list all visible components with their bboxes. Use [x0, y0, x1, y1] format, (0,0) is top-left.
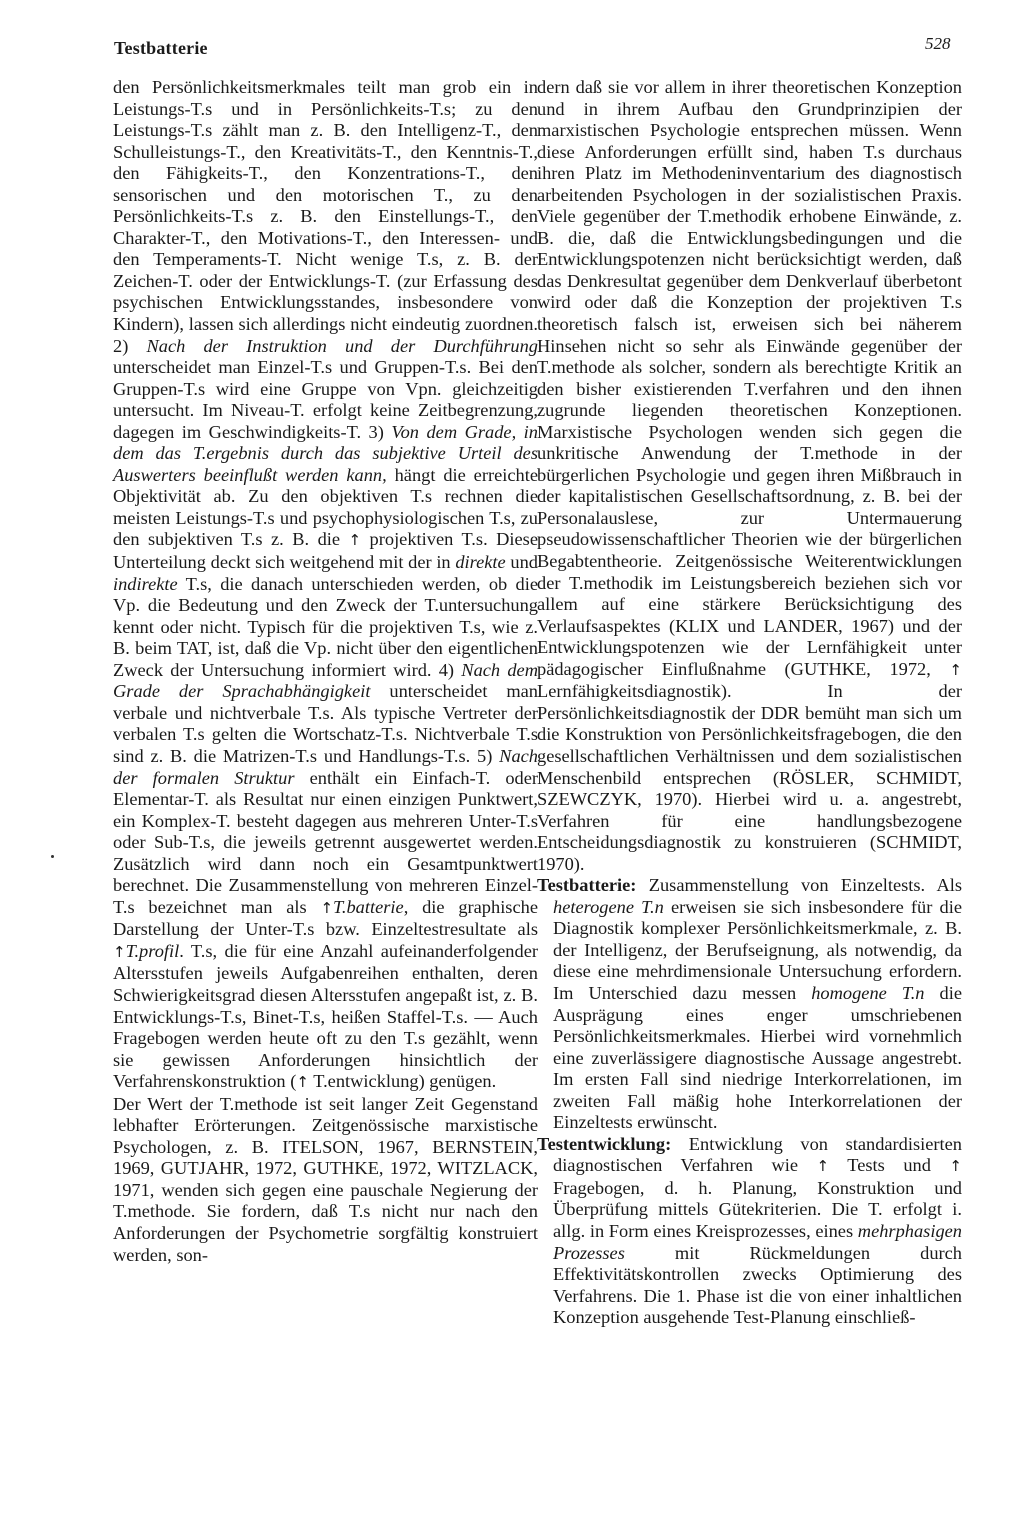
cross-reference-arrow-icon: ↑ — [296, 1073, 309, 1092]
entry-testentwicklung: Testentwicklung: Entwicklung von standardisierten diagnostischen Verfahren wie ↑ Tests und ↑ Fragebogen, d. h. Planung, Konstruktion und Überprüfung mittels Gütekriterien. Die T. erfolgt i. allg. in Form eines Kreisprozesses, eines mehrphasigen Prozesses mit Rückmeldungen durch Effektivitätskontrollen zwecks Optimierung des Verfahrens. Die 1. Phase ist die von einer inhaltlichen Konzeption ausgehende Test-Planung einschließ- — [537, 1133, 962, 1328]
paragraph-test-classification: den Persönlichkeitsmerkmales teilt man grob ein in Leistungs-T.s und in Persönlichkeits-T.s; zu den Leistungs-T.s zählt man z. B. den Intelligenz-T., den Schulleistungs-T., den Kreativitäts-T., den Kenntnis-T., den Fähigkeits-T., den Konzentrations-T., den sensorischen und den motorischen T., zu den Persönlichkeits-T.s z. B. den Einstellungs-T., den Charakter-T., den Motivations-T., den Interessen- und den Temperaments-T. Nicht wenige T.s, z. B. der Zeichen-T. oder der Entwicklungs-T. (zur Erfassung des psychischen Entwicklungsstandes, insbesondere von Kindern), lassen sich allerdings nicht eindeutig zuordnen. 2) Nach der Instruktion und der Durchführung unterscheidet man Einzel-T.s und Gruppen-T.s. Bei den Gruppen-T.s wird eine Gruppe von Vpn. gleichzeitig untersucht. Im Niveau-T. erfolgt keine Zeitbegrenzung, dagegen im Geschwindigkeits-T. 3) Von dem Grade, in dem das T.ergebnis durch das subjektive Urteil des Auswerters beeinflußt werden kann, hängt die erreichte Objektivität ab. Zu den objektiven T.s rechnen die meisten Leistungs-T.s und psychophysiologischen T.s, zu den subjektiven T.s z. B. die ↑ projektiven T.s. Diese Unterteilung deckt sich weitgehend mit der in direkte und indirekte T.s, die danach unterschieden werden, ob die Vp. die Bedeutung und den Zweck der T.untersuchung kennt oder nicht. Typisch für die projektiven T.s, wie z. B. beim TAT, ist, daß die Vp. nicht über den eigentlichen Zweck der Untersuchung informiert wird. 4) Nach dem Grade der Sprachabhängigkeit unterscheidet man verbale und nichtverbale T.s. Als typische Vertreter der verbalen T.s gelten die Wortschatz-T.s. Nichtverbale T.s sind z. B. die Matrizen-T.s und Handlungs-T.s. 5) Nach der formalen Struktur enthält ein Einfach-T. oder Elementar-T. als Resultat nur einen einzigen Punktwert, ein Komplex-T. besteht dagegen aus mehreren Unter-T.s oder Sub-T.s, die jeweils getrennt ausgewertet werden. Zusätzlich wird dann noch ein Gesamtpunktwert berechnet. Die Zusammenstellung von mehreren Einzel-T.s bezeichnet man als ↑T.batterie, die graphische Darstellung der Unter-T.s bzw. Einzeltestresultate als ↑T.profil. T.s, die für eine Anzahl aufeinanderfolgender Altersstufen jeweils Aufgabenreihen enthalten, deren Schwierigkeitsgrad diesen Altersstufen angepaßt ist, z. B. Entwicklungs-T.s, Binet-T.s, heißen Staffel-T.s. — Auch Fragebogen werden heute oft zu den T.s gezählt, wenn sie gewissen Anforderungen hinsichtlich der Verfahrenskonstruktion (↑ T.entwicklung) genügen. — [113, 77, 539, 1092]
cross-reference-arrow-icon: ↑ — [113, 942, 126, 961]
cross-reference-arrow-icon: ↑ — [949, 660, 962, 679]
cross-reference-arrow-icon: ↑ — [348, 531, 362, 550]
paragraph-continuation: dern daß sie vor allem in ihrer theoretischen Konzeption und in ihrem Aufbau den Grundprinzipien der marxistischen Psychologie entsprechen müssen. Wenn diese Anforderungen erfüllt sind, haben T.s durchaus ihren Platz im Methodeninventarium des diagnostisch arbeitenden Psychologen in der sozialistischen Praxis. Viele gegenüber der T.methodik erhobene Einwände, z. B. die, daß die Entwicklungsbedingungen und die Entwicklungspotenzen nicht berücksichtigt werden, daß das Denkresultat gegenüber dem Denkverlauf überbetont wird oder daß die Konzeption der projektiven T.s theoretisch falsch ist, erweisen sich bei näherem Hinsehen nicht so sehr als Einwände gegenüber der T.methode als solcher, sondern als berechtigte Kritik an den bisher existierenden T.verfahren und den ihnen zugrunde liegenden theoretischen Konzeptionen. Marxistische Psychologen wenden sich gegen die unkritische Anwendung der T.methode in der bürgerlichen Psychologie und gegen ihren Mißbrauch in der kapitalistischen Gesellschaftsordnung, z. B. bei der Personalauslese, zur Untermauerung pseudowissenschaftlicher Theorien wie der bürgerlichen Begabtentheorie. Zeitgenössische Weiterentwicklungen der T.methodik im Leistungsbereich beziehen sich vor allem auf eine stärkere Berücksichtigung des Verlaufsaspektes (KLIX und LANDER, 1967) und der Entwicklungspotenzen wie der Lernfähigkeit unter pädagogischer Einflußnahme (GUTHKE, 1972, ↑ Lernfähigkeitsdiagnostik). In der Persönlichkeitsdiagnostik der DDR bemüht man sich um die Konstruktion von Persönlichkeitsfragebogen, die den gesellschaftlichen Verhältnissen und dem sozialistischen Menschenbild entsprechen (RÖSLER, SCHMIDT, SZEWCZYK, 1970). Hierbei wird u. a. angestrebt, Verfahren für eine handlungsbezogene Entscheidungsdiagnostik zu konstruieren (SCHMIDT, 1970). — [537, 77, 962, 874]
cross-reference-arrow-icon: ↑ — [320, 898, 334, 917]
right-column — [537, 77, 962, 1329]
margin-speck — [51, 855, 54, 858]
cross-reference-arrow-icon: ↑ — [816, 1157, 830, 1176]
entry-headword: Testbatterie: — [537, 875, 637, 896]
page-number: 528 — [925, 34, 951, 53]
cross-reference-arrow-icon: ↑ — [949, 1157, 962, 1176]
entry-headword: Testentwicklung: — [537, 1133, 672, 1154]
left-column — [113, 77, 538, 1266]
entry-testbatterie: Testbatterie: Zusammenstellung von Einzeltests. Als heterogene T.n erweisen sie sich insbesondere für die Diagnostik komplexer Persönlichkeitsmerkmale, z. B. der Intelligenz, der Berufseignung, als notwendig, da diese eine mehrdimensionale Untersuchung erfordern. Im Unterschied dazu messen homogene T.n die Ausprägung eines enger umschriebenen Persönlichkeitsmerkmales. Hierbei wird vornehmlich eine zuverlässigere diagnostische Aussage angestrebt. Im ersten Fall sind niedrige Interkorrelationen, im zweiten Fall mäßig hohe Interkorrelationen der Einzeltests erwünscht. — [537, 875, 962, 1133]
paragraph-value-of-test-method: Der Wert der T.methode ist seit langer Zeit Gegenstand lebhafter Erörterungen. Zeitgenössische marxistische Psychologen, z. B. ITELSON, 1967, BERNSTEIN, 1969, GUTJAHR, 1972, GUTHKE, 1972, WITZLACK, 1971, wenden sich gegen eine pauschale Negierung der T.methode. Sie fordern, daß T.s nicht nur nach den Anforderungen der Psychometrie sorgfältig konstruiert werden, son- — [113, 1093, 538, 1265]
running-head: Testbatterie — [114, 38, 208, 58]
